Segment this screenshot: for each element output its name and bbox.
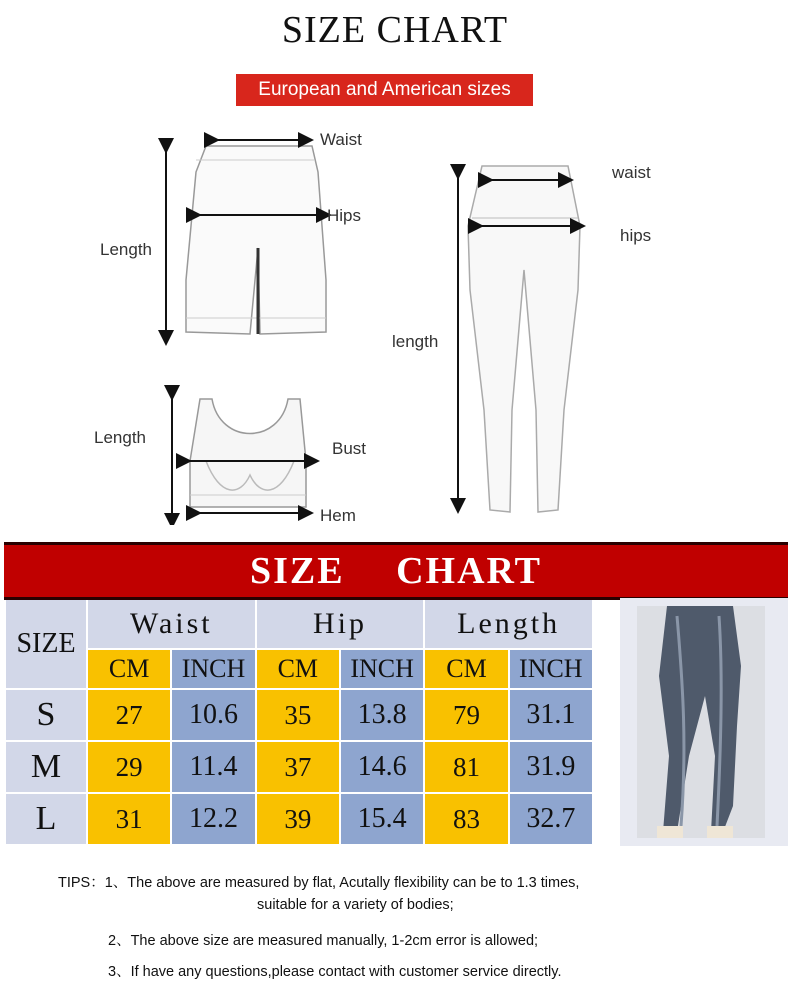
- row-size-label: S: [6, 690, 86, 740]
- table-cell: 31.1: [510, 690, 592, 740]
- bra-length-label: Length: [94, 428, 146, 447]
- length-header: Length: [425, 600, 592, 648]
- leggings-diagram: [440, 160, 600, 520]
- product-photo: [637, 606, 765, 838]
- table-cell: 37: [257, 742, 339, 792]
- hip-inch-header: INCH: [341, 650, 423, 688]
- table-cell: 79: [425, 690, 507, 740]
- table-cell: 14.6: [341, 742, 423, 792]
- leggings-length-label: length: [392, 332, 439, 351]
- leggings-hips-label: hips: [620, 226, 652, 245]
- table-cell: 35: [257, 690, 339, 740]
- table-cell: 83: [425, 794, 507, 844]
- shorts-illustration: [100, 120, 380, 355]
- leggings-waist-label: waist: [612, 163, 651, 182]
- model-leggings-image: [637, 606, 765, 838]
- table-row: [6, 690, 592, 740]
- hip-cm-header: CM: [257, 650, 339, 688]
- tips-line-3: 3、If have any questions,please contact with customer service directly.: [108, 964, 562, 980]
- table-cell: 29: [88, 742, 170, 792]
- hip-header: Hip: [257, 600, 424, 648]
- table-cell: 81: [425, 742, 507, 792]
- size-header: SIZE: [6, 600, 86, 688]
- waist-cm-header: CM: [88, 650, 170, 688]
- bra-diagram: [160, 385, 340, 525]
- table-cell: 13.8: [341, 690, 423, 740]
- row-size-label: M: [6, 742, 86, 792]
- waist-header: Waist: [88, 600, 255, 648]
- bra-hem-label: Hem: [320, 506, 356, 525]
- table-cell: 31: [88, 794, 170, 844]
- product-photo-frame: [620, 598, 788, 846]
- waist-inch-header: INCH: [172, 650, 254, 688]
- table-cell: 10.6: [172, 690, 254, 740]
- leggings-illustration: [440, 160, 600, 520]
- bra-illustration: [160, 385, 340, 525]
- size-chart-band: [4, 542, 788, 600]
- page-title: SIZE CHART: [281, 9, 509, 51]
- tips-line-2: 2、The above size are measured manually, 1-2cm error is allowed;: [108, 933, 539, 949]
- band-title: SIZE CHART: [249, 550, 542, 592]
- table-cell: 27: [88, 690, 170, 740]
- tips-line-1: TIPS：1、The above are measured by flat, Acutally flexibility can be to 1.3 times,: [58, 875, 580, 891]
- size-table-container: [4, 598, 594, 846]
- region-badge: European and American sizes: [236, 74, 533, 106]
- bra-bust-label: Bust: [332, 439, 367, 458]
- table-cell: 15.4: [341, 794, 423, 844]
- shorts-length-label: Length: [100, 240, 152, 259]
- length-cm-header: CM: [425, 650, 507, 688]
- row-size-label: L: [6, 794, 86, 844]
- table-cell: 39: [257, 794, 339, 844]
- size-table: [4, 598, 594, 846]
- shorts-diagram: [100, 120, 380, 355]
- table-cell: 11.4: [172, 742, 254, 792]
- table-cell: 31.9: [510, 742, 592, 792]
- table-row: [6, 794, 592, 844]
- table-cell: 12.2: [172, 794, 254, 844]
- shorts-hips-label: Hips: [327, 206, 362, 225]
- tips-line-1b: suitable for a variety of bodies;: [257, 897, 454, 913]
- length-inch-header: INCH: [510, 650, 592, 688]
- table-row: [6, 742, 592, 792]
- shorts-waist-label: Waist: [320, 130, 362, 149]
- table-cell: 32.7: [510, 794, 592, 844]
